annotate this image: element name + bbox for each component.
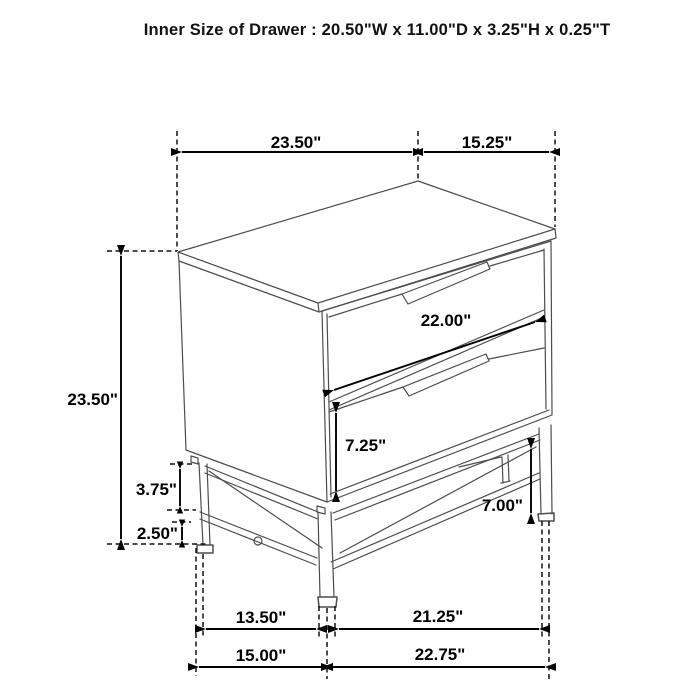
front-face [322,241,552,502]
front-leg-bracket [317,506,325,514]
label-base-depth-outer: 15.00" [235,646,287,665]
dimension-labels [67,133,523,665]
label-top-width: 23.50" [270,133,322,152]
front-leg [318,512,334,597]
label-drawer-height: 7.25" [345,436,387,455]
label-base-width-inner: 21.25" [412,607,464,626]
label-foot-height: 2.50" [136,524,178,543]
front-foot [318,597,337,607]
left-leg [199,463,210,545]
left-lower-rail [200,512,317,565]
label-base-width-outer: 22.75" [414,645,466,664]
right-leg [539,425,552,514]
label-leg-height: 7.00" [481,496,523,515]
label-base-depth-inner: 13.50" [235,608,287,627]
left-diagonal-brace [209,471,322,548]
left-leg-bracket [191,456,198,464]
left-panel [179,261,327,502]
diagram-title: Inner Size of Drawer : 20.50"W x 11.00"D x 3.25"H x 0.25"T [143,21,611,39]
drawer2-handle [403,354,489,396]
front-lower-rail [331,473,540,569]
label-top-depth: 15.25" [461,133,513,152]
top-slab-edges [178,229,555,312]
drawer1-top-edge [329,250,544,317]
label-base-clearance: 3.75" [135,480,177,499]
left-foot [197,545,213,553]
label-drawer-width: 22.00" [420,311,472,330]
back-leg [501,455,510,483]
label-overall-height: 23.50" [67,390,118,409]
